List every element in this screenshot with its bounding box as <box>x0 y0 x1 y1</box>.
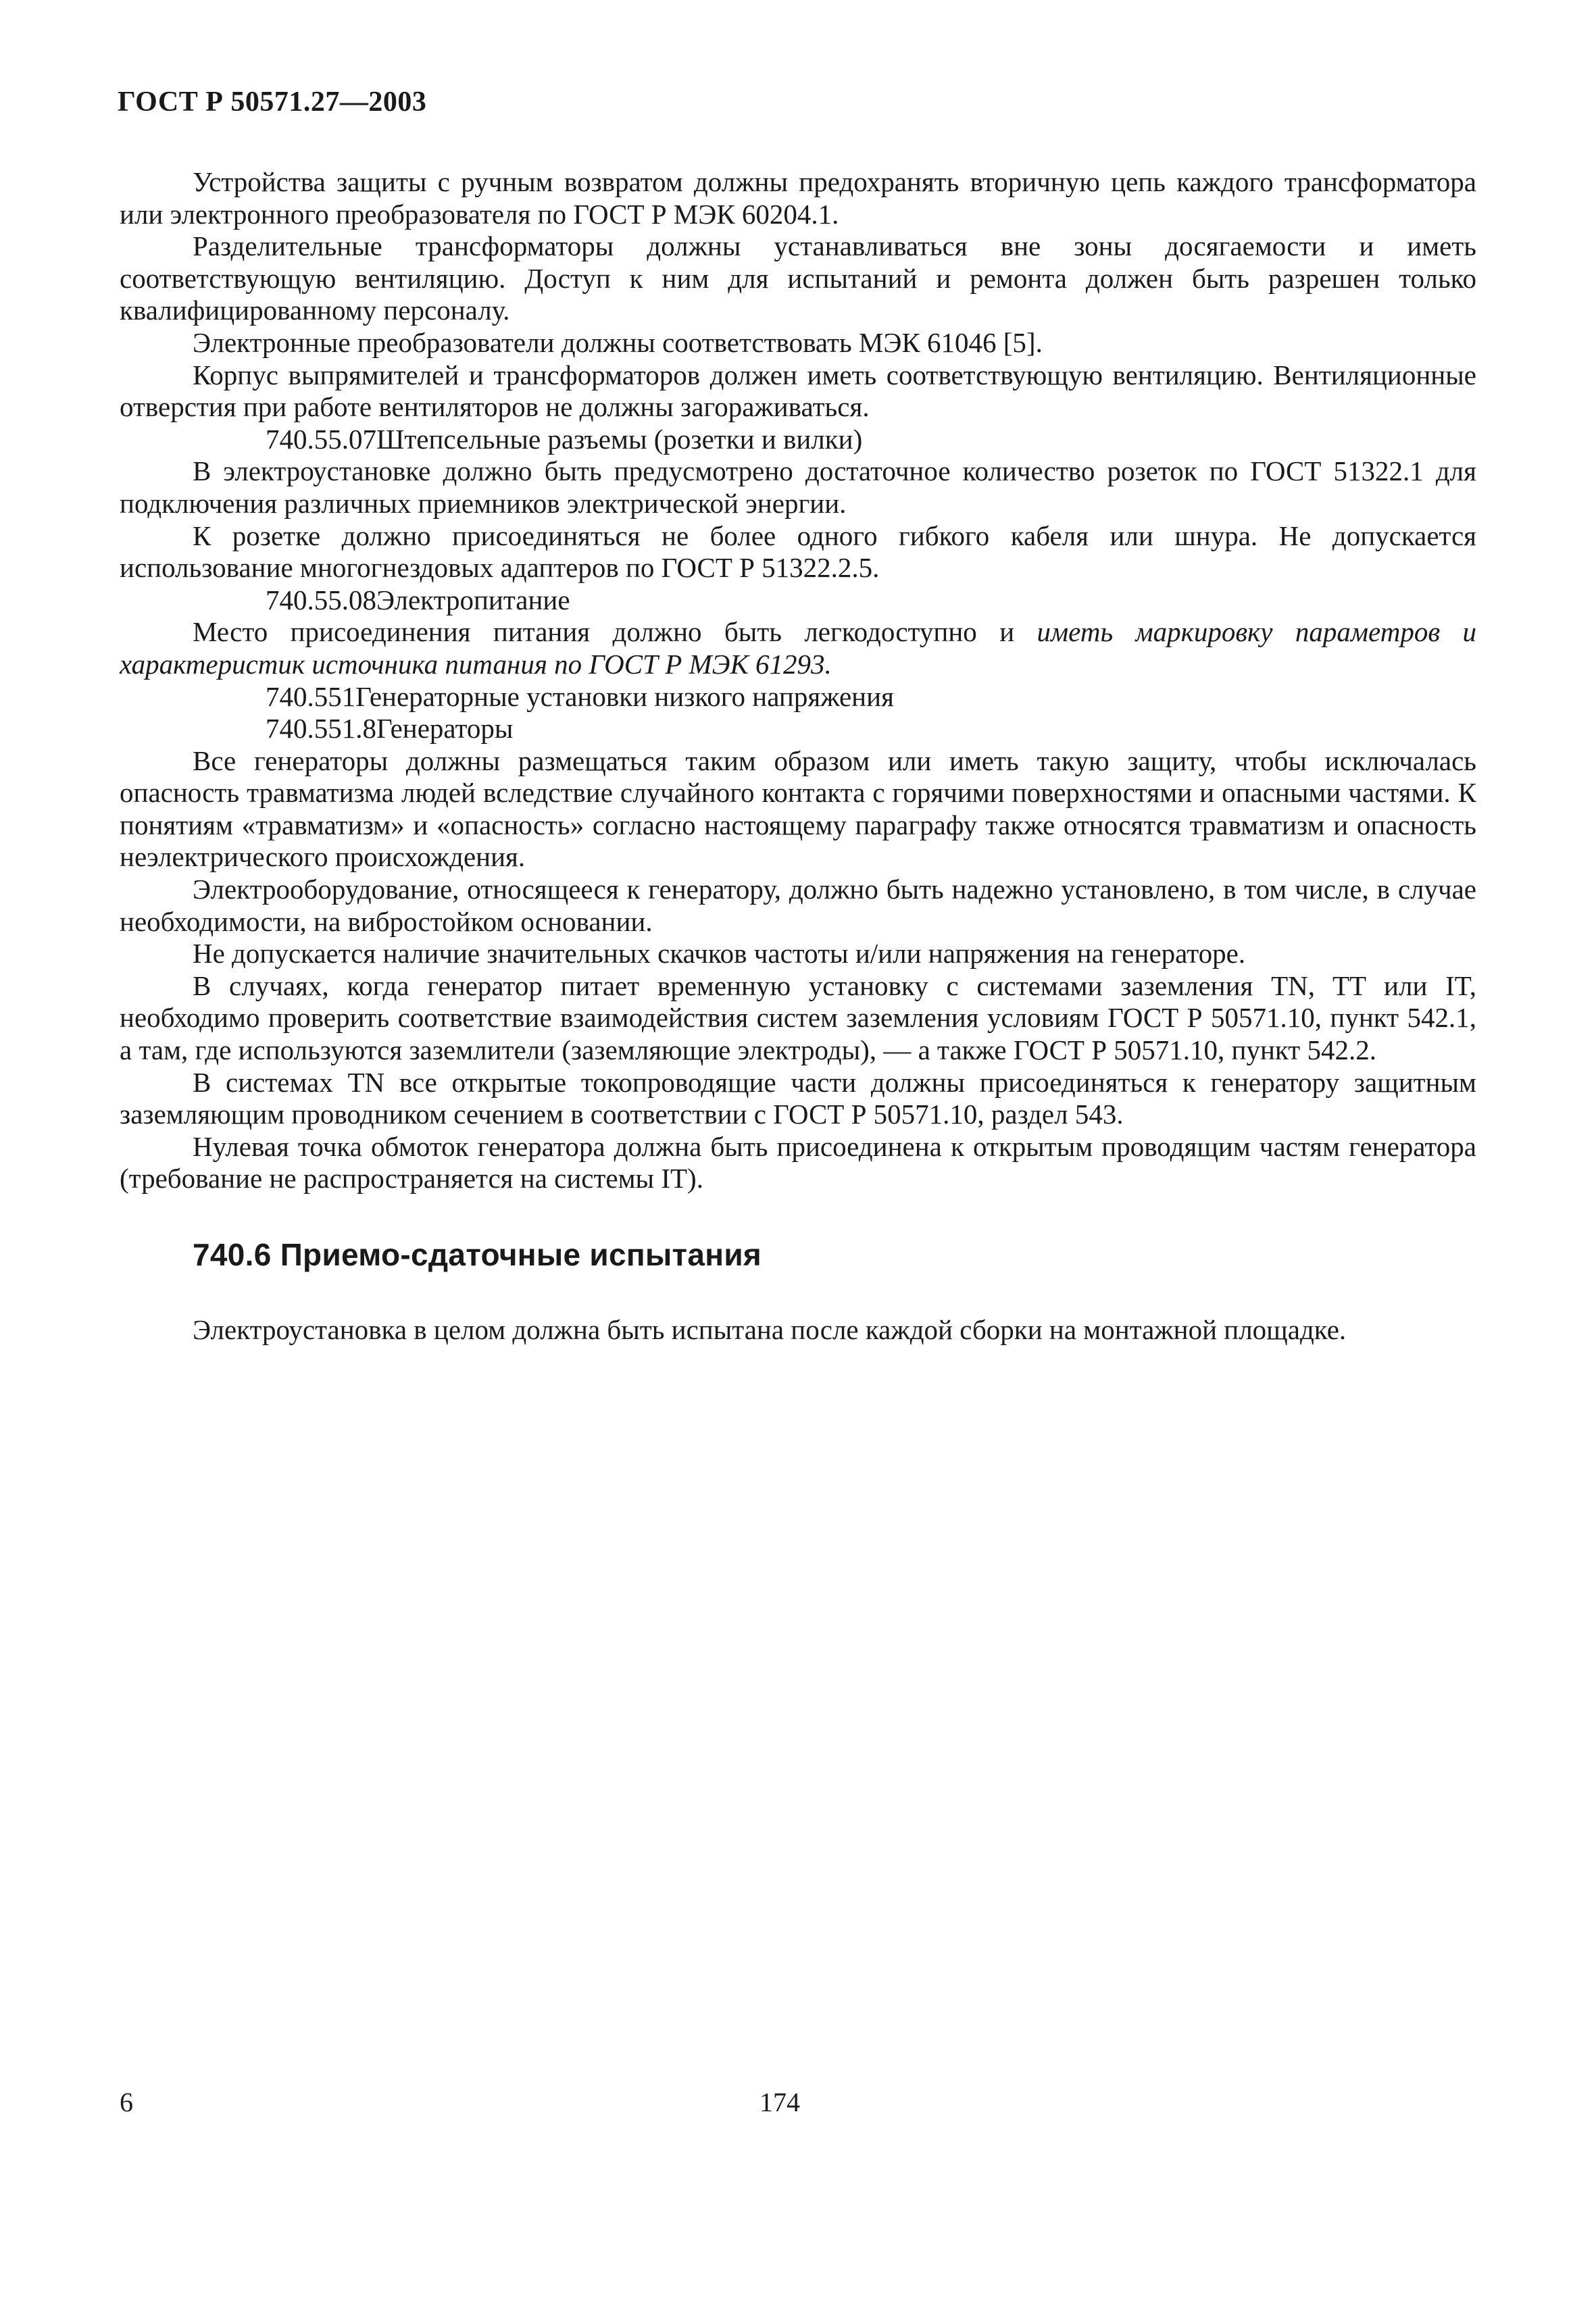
clause-heading <box>120 681 1476 713</box>
section-heading: 740.6 Приемо-сдаточные испытания <box>193 1237 762 1272</box>
clause-heading <box>120 584 1476 617</box>
paragraph: Все генераторы должны размещаться таким образом или иметь такую защиту, чтобы исключалась опасность травматизма людей вследствие случайного контакта с горячими поверхностями и опасными частями. К понятиям «травматизм» и «опасность» согласно настоящему параграфу также относятся травматизм и опасность неэлектрического происхождения. <box>120 745 1476 873</box>
paragraph: Электрооборудование, относящееся к генератору, должно быть надежно установлено, в том числе, в случае необходимости, на вибростойком основании. <box>120 874 1476 937</box>
paragraph: Электронные преобразователи должны соответствовать МЭК 61046 [5]. <box>193 326 1043 358</box>
paragraph: Нулевая точка обмоток генератора должна быть присоединена к открытым проводящим частям генератора (требование не распространяется на системы IT). <box>120 1130 1476 1194</box>
paragraph: Разделительные трансформаторы должны устанавливаться вне зоны досягаемости и иметь соответствующую вентиляцию. Доступ к ним для испытаний и ремонта должен быть разрешен только квалифицированному персоналу. <box>120 230 1476 326</box>
paragraph: В системах TN все открытые токопроводящие части должны присоединяться к генератору защитным заземляющим проводником сечением в соответствии с ГОСТ Р 50571.10, раздел 543. <box>120 1066 1476 1130</box>
clause-number: 740.551.8 <box>266 713 376 745</box>
paragraph: Электроустановка в целом должна быть испытана после каждой сборки на монтажной площадке. <box>193 1314 1347 1345</box>
page-number: 6 <box>120 2087 133 2117</box>
italic-text: иметь маркировку параметров и характеристик источника питания по ГОСТ Р МЭК 61293. <box>120 616 1476 680</box>
clause-title: Генераторы <box>376 713 514 745</box>
paragraph: Корпус выпрямителей и трансформаторов должен иметь соответствующую вентиляцию. Вентиляционные отверстия при работе вентиляторов не должны загораживаться. <box>120 359 1476 423</box>
paragraph: В электроустановке должно быть предусмотрено достаточное количество розеток по ГОСТ 51322.1 для подключения различных приемников электрической энергии. <box>120 455 1476 519</box>
sheet-number: 174 <box>759 2087 800 2117</box>
paragraph: Устройства защиты с ручным возвратом должны предохранять вторичную цепь каждого трансформатора или электронного преобразователя по ГОСТ Р МЭК 60204.1. <box>120 166 1476 230</box>
document-body <box>120 166 1476 1347</box>
clause-number: 740.55.07 <box>266 423 376 455</box>
paragraph <box>120 616 1476 680</box>
paragraph-text: Место присоединения питания должно быть легкодоступно и <box>193 616 1037 648</box>
clause-heading <box>120 713 1476 745</box>
clause-title: Электропитание <box>376 584 570 615</box>
clause-title: Генераторные установки низкого напряжения <box>355 680 894 712</box>
paragraph: К розетке должно присоединяться не более одного гибкого кабеля или шнура. Не допускается использование многогнездовых адаптеров по ГОСТ Р 51322.2.5. <box>120 520 1476 584</box>
clause-number: 740.55.08 <box>266 584 376 615</box>
clause-number: 740.551 <box>266 680 356 712</box>
paragraph: Не допускается наличие значительных скачков частоты и/или напряжения на генераторе. <box>193 938 1246 970</box>
document-code-header: ГОСТ Р 50571.27—2003 <box>118 86 427 118</box>
clause-title: Штепсельные разъемы (розетки и вилки) <box>376 423 863 455</box>
paragraph: В случаях, когда генератор питает временную установку с системами заземления TN, TT или IT, необходимо проверить соответствие взаимодействия систем заземления условиям ГОСТ Р 50571.10, пункт 542.1, а там, где используются заземлители (заземляющие электроды), — а также ГОСТ Р 50571.10, пункт 542.2. <box>120 970 1476 1066</box>
clause-heading <box>120 424 1476 456</box>
